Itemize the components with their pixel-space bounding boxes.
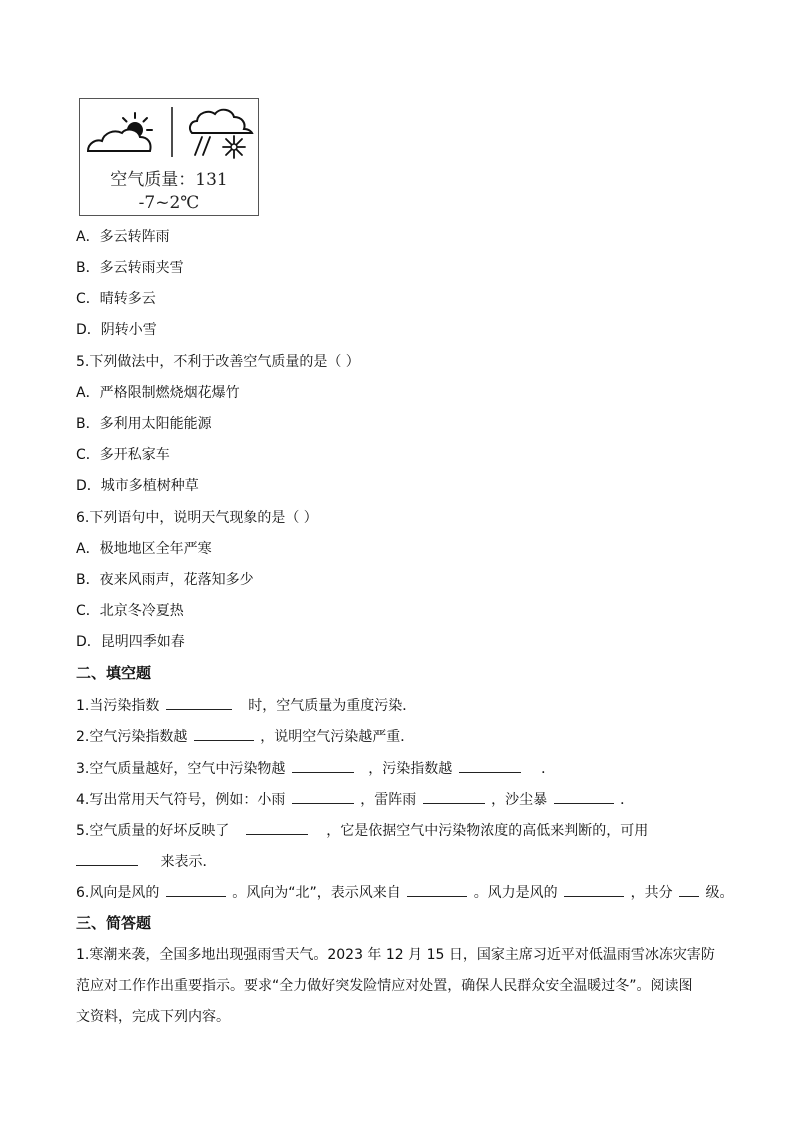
fill-5-text-b: ，它是依据空气中污染物浓度的高低来判断的，可用 [326, 823, 649, 839]
partly-cloudy-icon [88, 113, 152, 151]
q4-option-d: D．阴转小雪 [76, 322, 157, 338]
q6-option-b: B．夜来风雨声，花落知多少 [76, 572, 254, 588]
essay-q1-line-1: 1.寒潮来袭，全国多地出现强雨雪天气。2023 年 12 月 15 日，国家主席习近平对低温雨雪冰冻灾害防 [76, 947, 715, 963]
fill-1-blank[interactable] [166, 696, 232, 710]
fill-6-text-d: ，共分 [630, 885, 673, 901]
fill-6-blank-4[interactable] [679, 883, 699, 897]
fill-question-5-line-1 [76, 821, 648, 840]
fill-6-text-c: 。风力是风的 [473, 885, 558, 901]
fill-6-text-b: 。风向为“北”，表示风来自 [232, 885, 401, 901]
fill-4-text-d: ． [620, 792, 635, 808]
q5-option-c: C．多开私家车 [76, 447, 170, 463]
fill-question-6 [76, 883, 734, 902]
section-2-title: 二、填空题 [76, 664, 152, 682]
fill-2-text-b: ，说明空气污染越严重． [260, 729, 415, 745]
q5-option-b: B．多利用太阳能能源 [76, 416, 212, 432]
q5-option-d: D．城市多植树种草 [76, 478, 199, 494]
fill-question-1 [76, 696, 416, 715]
fill-question-2 [76, 727, 414, 746]
q4-option-a: A．多云转阵雨 [76, 229, 170, 245]
sleet-icon [190, 110, 252, 158]
fill-4-text-c: ，沙尘暴 [491, 792, 548, 808]
fill-3-text-b: ，污染指数越 [368, 761, 453, 777]
fill-3-blank-2[interactable] [459, 759, 521, 773]
essay-q1-line-3: 文资料，完成下列内容。 [76, 1009, 230, 1025]
fill-6-blank-2[interactable] [407, 883, 467, 897]
fill-6-blank-1[interactable] [166, 883, 226, 897]
fill-question-3 [76, 759, 555, 778]
fill-5-blank-2[interactable] [76, 852, 138, 866]
fill-6-text-e: 级。 [705, 885, 734, 901]
fill-3-text-c: ． [541, 761, 556, 777]
fill-3-blank-1[interactable] [292, 759, 354, 773]
fill-6-blank-3[interactable] [564, 883, 624, 897]
q5-stem: 5.下列做法中，不利于改善空气质量的是（ ） [76, 354, 360, 370]
q6-option-d: D．昆明四季如春 [76, 634, 185, 650]
q6-stem: 6.下列语句中，说明天气现象的是（ ） [76, 510, 318, 526]
q6-option-a: A．极地地区全年严寒 [76, 541, 212, 557]
essay-q1-line-2: 范应对工作作出重要指示。要求“全力做好突发险情应对处置，确保人民群众安全温暖过冬”。阅读图 [76, 978, 693, 994]
q5-option-a: A．严格限制燃烧烟花爆竹 [76, 385, 240, 401]
fill-1-text-a: 1.当污染指数 [76, 698, 160, 714]
air-quality-label: 空气质量：131 [110, 170, 228, 190]
fill-question-5-line-2 [76, 852, 216, 871]
fill-5-blank-1[interactable] [246, 821, 308, 835]
q4-option-c: C．晴转多云 [76, 291, 156, 307]
fill-4-text-b: ，雷阵雨 [360, 792, 417, 808]
fill-5-text-c: 来表示． [160, 854, 217, 870]
q6-option-c: C．北京冬冷夏热 [76, 603, 184, 619]
fill-2-text-a: 2.空气污染指数越 [76, 729, 188, 745]
fill-question-4 [76, 790, 634, 809]
fill-5-text-a: 5.空气质量的好坏反映了 [76, 823, 230, 839]
fill-6-text-a: 6.风向是风的 [76, 885, 160, 901]
section-3-title: 三、简答题 [76, 914, 152, 932]
fill-1-text-b: 时，空气质量为重度污染． [248, 698, 417, 714]
fill-4-blank-1[interactable] [292, 790, 354, 804]
q4-option-b: B．多云转雨夹雪 [76, 260, 184, 276]
fill-2-blank[interactable] [194, 727, 254, 741]
fill-3-text-a: 3.空气质量越好，空气中污染物越 [76, 761, 286, 777]
fill-4-blank-2[interactable] [423, 790, 485, 804]
fill-4-blank-3[interactable] [554, 790, 614, 804]
temperature-range: -7~2℃ [138, 193, 200, 213]
fill-4-text-a: 4.写出常用天气符号，例如：小雨 [76, 792, 286, 808]
